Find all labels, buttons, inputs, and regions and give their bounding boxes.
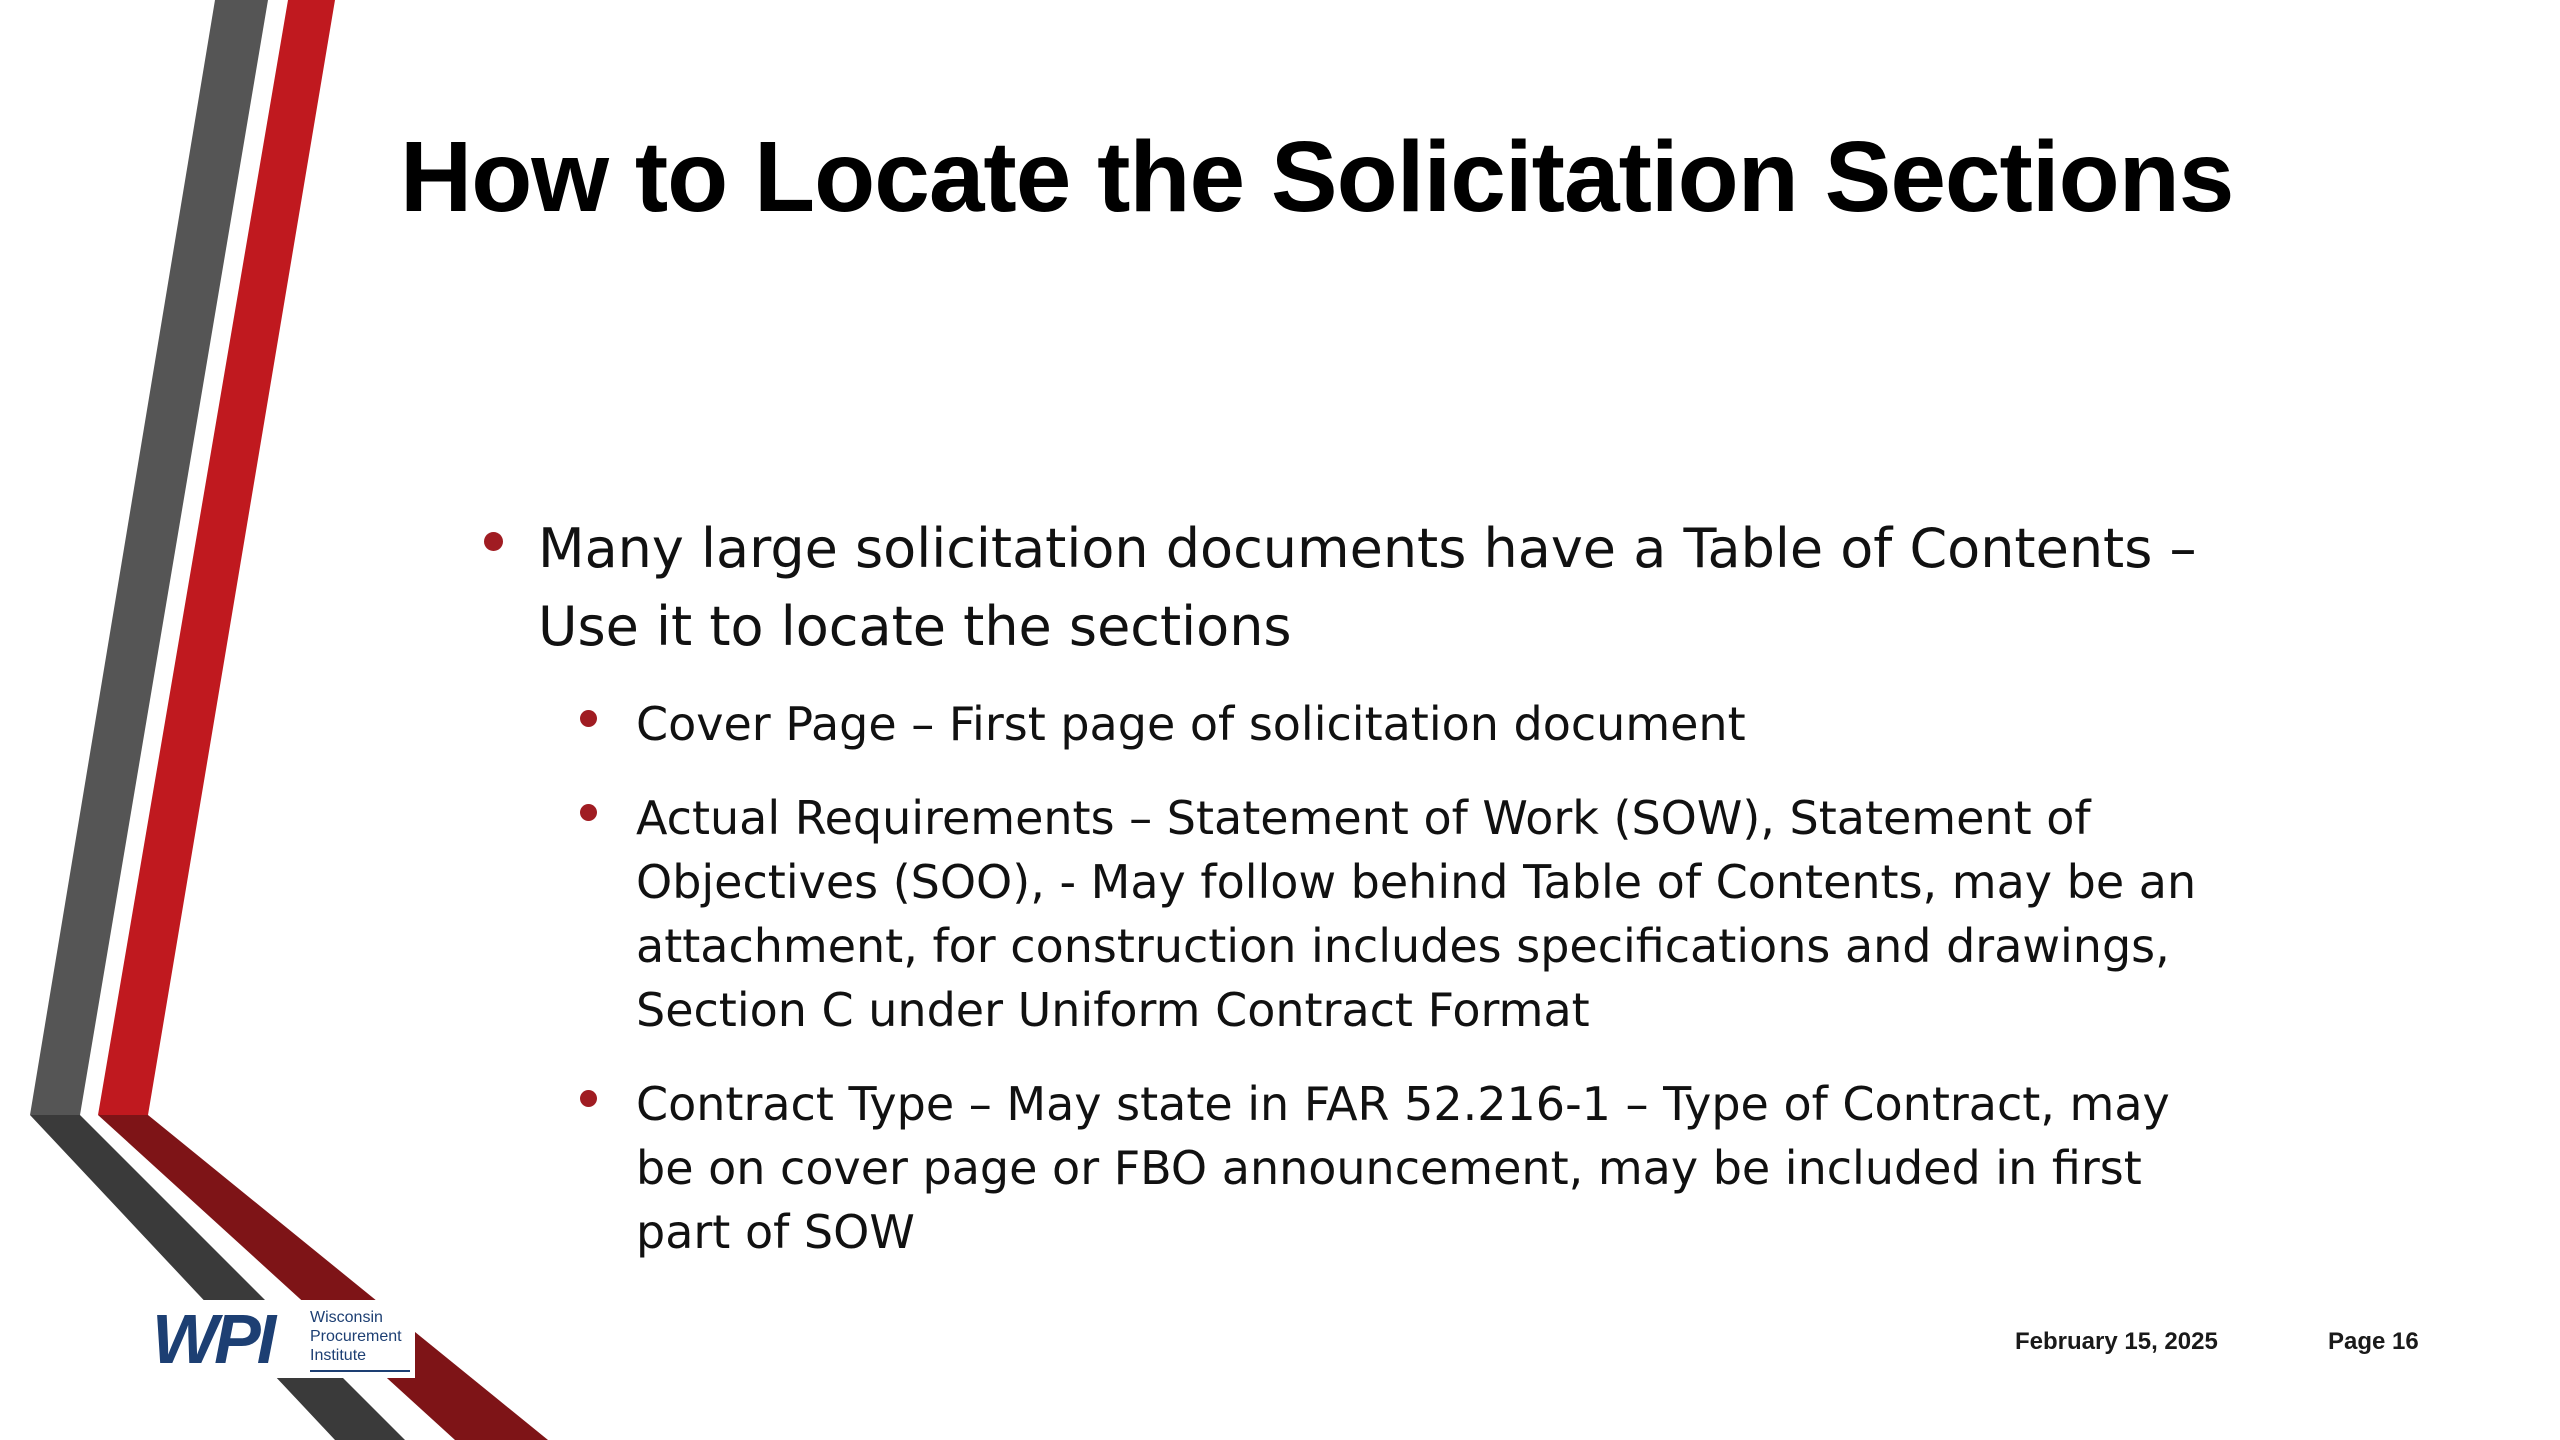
bullet-text: Many large solicitation documents have a Table of Contents – Use it to locate the sections	[538, 517, 2197, 658]
logo-line: Procurement	[310, 1328, 402, 1345]
sub-bullet-text: Actual Requirements – Statement of Work (SOW), Statement of Objectives (SOO), - May follow behind Table of Contents, may be an attachment, for construction includes specifications and drawings, Section C under Uniform Contract Format	[636, 791, 2197, 1037]
bullet-dot-icon	[580, 804, 597, 821]
sub-bullet-item	[568, 1072, 2230, 1264]
slide-title: How to Locate the Solicitation Sections	[400, 121, 2234, 233]
footer-page-number: Page 16	[2328, 1328, 2419, 1355]
bullet-dot-icon	[580, 1090, 597, 1107]
logo-mark: WPI	[152, 1300, 273, 1378]
gray-stripe-lower	[30, 1115, 405, 1440]
sub-bullet-text: Contract Type – May state in FAR 52.216-1 – Type of Contract, may be on cover page or FBO announcement, may be included in first part of SOW	[636, 1077, 2170, 1259]
sub-bullet-item	[568, 786, 2230, 1042]
bullet-item	[470, 510, 2230, 666]
logo-rule	[310, 1370, 410, 1372]
wpi-logo	[150, 1300, 415, 1378]
bullet-list	[470, 510, 2230, 1294]
logo-line: Wisconsin	[310, 1309, 383, 1326]
bullet-dot-icon	[484, 532, 503, 551]
sub-bullet-item	[568, 692, 2230, 756]
sub-bullet-text: Cover Page – First page of solicitation document	[636, 697, 1746, 751]
footer-date: February 15, 2025	[2015, 1328, 2218, 1355]
bullet-dot-icon	[580, 710, 597, 727]
logo-line: Institute	[310, 1347, 367, 1364]
logo-wordmark	[310, 1308, 415, 1365]
